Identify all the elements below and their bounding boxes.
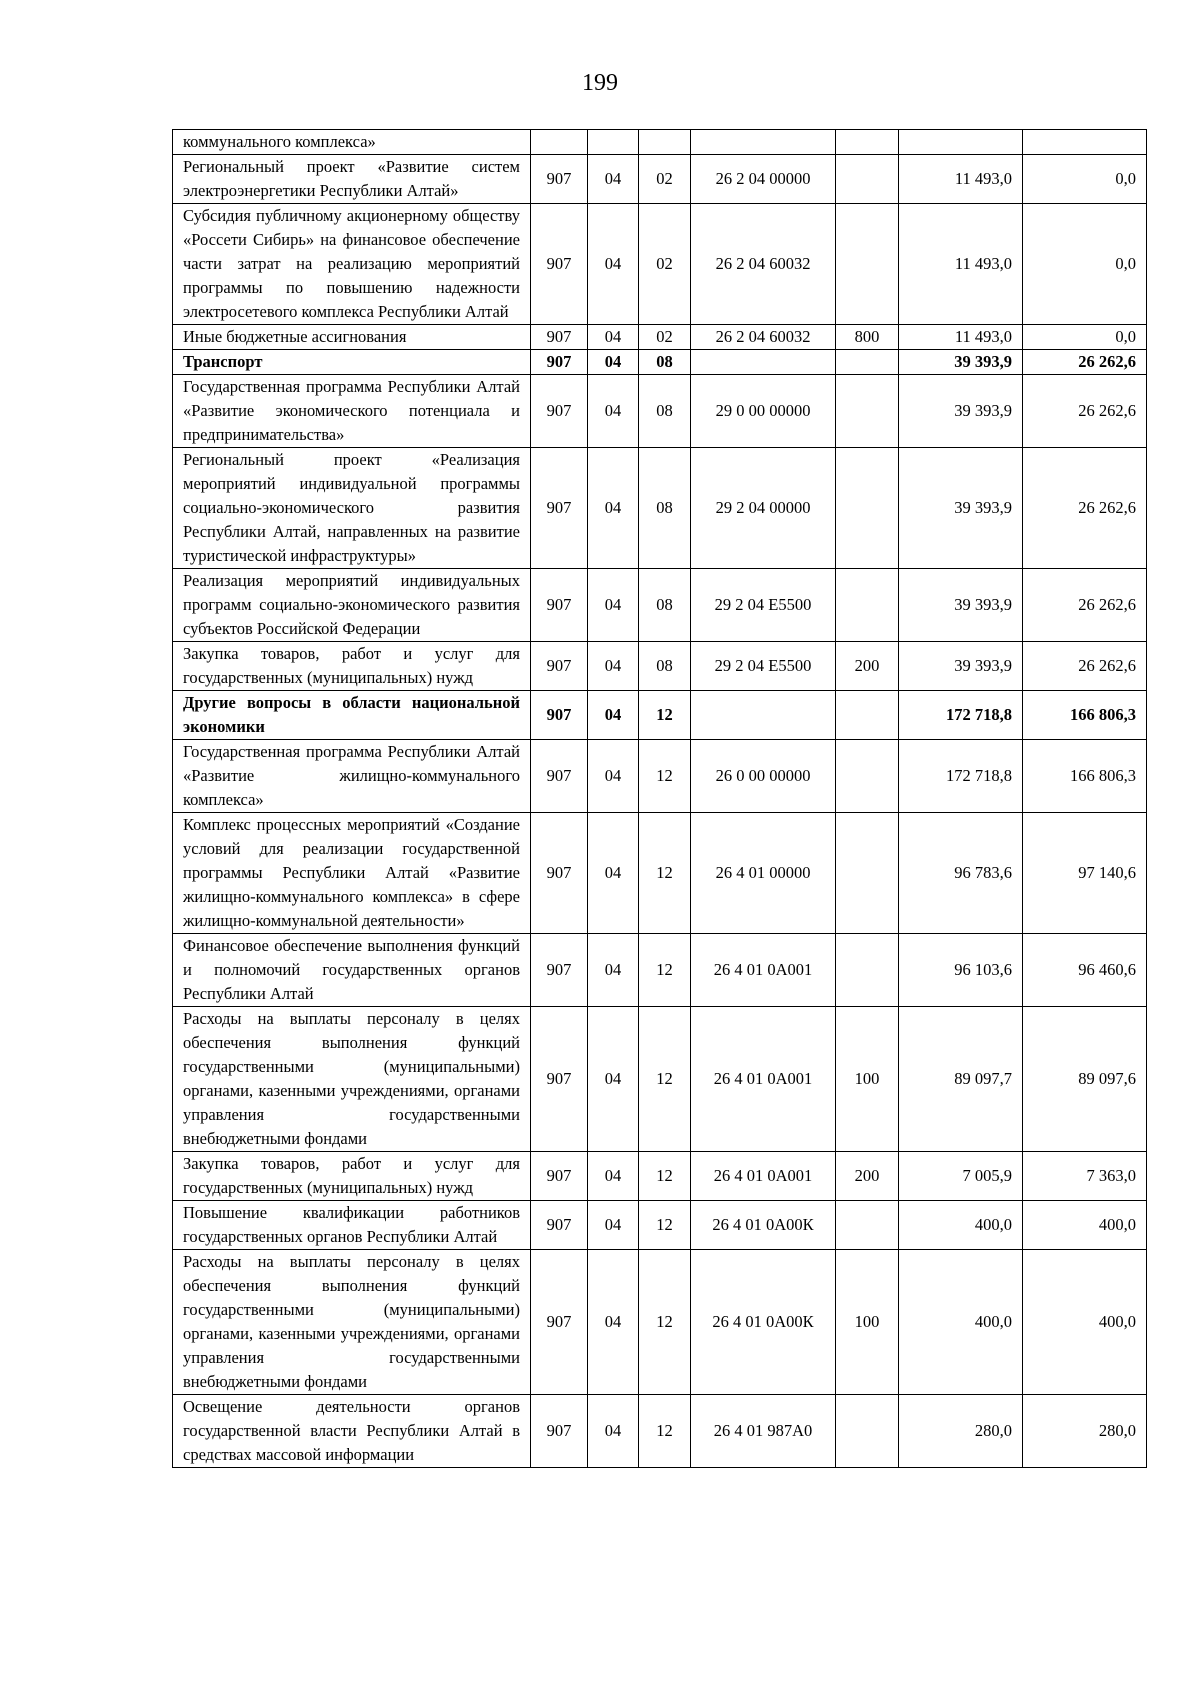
expense-type-code — [836, 448, 899, 569]
row-name: Расходы на выплаты персоналу в целях обеспечения выполнения функций государственными (муниципальными) органами, казенными учреждениями, органами управления государственными внебюджетными фондами — [173, 1007, 531, 1152]
amount-year-2: 7 363,0 — [1023, 1152, 1147, 1201]
row-name: Закупка товаров, работ и услуг для государственных (муниципальных) нужд — [173, 1152, 531, 1201]
table-row — [173, 325, 1147, 350]
amount-year-1: 11 493,0 — [899, 155, 1023, 204]
target-article-code: 26 4 01 987А0 — [691, 1395, 836, 1468]
page-number: 199 — [582, 70, 618, 96]
table-row — [173, 155, 1147, 204]
subsection-code: 12 — [639, 813, 691, 934]
subsection-code: 12 — [639, 1201, 691, 1250]
amount-year-2: 26 262,6 — [1023, 350, 1147, 375]
target-article-code: 26 4 01 0А00К — [691, 1201, 836, 1250]
amount-year-2: 97 140,6 — [1023, 813, 1147, 934]
budget-table — [172, 129, 1147, 1468]
ministry-code: 907 — [531, 1201, 588, 1250]
amount-year-1: 172 718,8 — [899, 691, 1023, 740]
target-article-code: 26 2 04 60032 — [691, 204, 836, 325]
section-code: 04 — [588, 1395, 639, 1468]
row-name: Закупка товаров, работ и услуг для государственных (муниципальных) нужд — [173, 642, 531, 691]
amount-year-1: 11 493,0 — [899, 325, 1023, 350]
amount-year-2: 166 806,3 — [1023, 740, 1147, 813]
row-name: Финансовое обеспечение выполнения функций и полномочий государственных органов Республики Алтай — [173, 934, 531, 1007]
ministry-code: 907 — [531, 1007, 588, 1152]
row-name: Транспорт — [173, 350, 531, 375]
target-article-code — [691, 350, 836, 375]
ministry-code: 907 — [531, 350, 588, 375]
amount-year-1: 96 783,6 — [899, 813, 1023, 934]
ministry-code: 907 — [531, 448, 588, 569]
expense-type-code — [836, 740, 899, 813]
expense-type-code — [836, 350, 899, 375]
subsection-code: 12 — [639, 1152, 691, 1201]
expense-type-code — [836, 934, 899, 1007]
subsection-code: 02 — [639, 155, 691, 204]
row-name: Субсидия публичному акционерному обществу «Россети Сибирь» на финансовое обеспечение части затрат на реализацию мероприятий программы по повышению надежности электросетевого комплекса Республики Алтай — [173, 204, 531, 325]
amount-year-2: 26 262,6 — [1023, 569, 1147, 642]
subsection-code: 12 — [639, 934, 691, 1007]
ministry-code: 907 — [531, 155, 588, 204]
target-article-code: 26 2 04 00000 — [691, 155, 836, 204]
section-code: 04 — [588, 1007, 639, 1152]
table-row — [173, 1201, 1147, 1250]
section-code: 04 — [588, 448, 639, 569]
row-name: Реализация мероприятий индивидуальных программ социально-экономического развития субъектов Российской Федерации — [173, 569, 531, 642]
amount-year-1: 11 493,0 — [899, 204, 1023, 325]
amount-year-2: 0,0 — [1023, 155, 1147, 204]
subsection-code: 12 — [639, 691, 691, 740]
target-article-code: 26 4 01 0А001 — [691, 934, 836, 1007]
row-name: Комплекс процессных мероприятий «Создание условий для реализации государственной программы Республики Алтай «Развитие жилищно-коммунального комплекса» в сфере жилищно-коммунальной деятельности» — [173, 813, 531, 934]
ministry-code: 907 — [531, 204, 588, 325]
target-article-code: 26 4 01 0А001 — [691, 1007, 836, 1152]
section-code: 04 — [588, 204, 639, 325]
table-row — [173, 1007, 1147, 1152]
amount-year-1: 39 393,9 — [899, 448, 1023, 569]
expense-type-code — [836, 691, 899, 740]
table-row — [173, 569, 1147, 642]
section-code: 04 — [588, 934, 639, 1007]
ministry-code: 907 — [531, 375, 588, 448]
amount-year-2: 400,0 — [1023, 1201, 1147, 1250]
target-article-code: 29 2 04 Е5500 — [691, 569, 836, 642]
expense-type-code: 800 — [836, 325, 899, 350]
expense-type-code — [836, 204, 899, 325]
section-code: 04 — [588, 155, 639, 204]
table-row — [173, 1250, 1147, 1395]
ministry-code: 907 — [531, 691, 588, 740]
amount-year-2: 26 262,6 — [1023, 448, 1147, 569]
table-row — [173, 691, 1147, 740]
expense-type-code — [836, 155, 899, 204]
amount-year-1: 39 393,9 — [899, 375, 1023, 448]
expense-type-code: 200 — [836, 642, 899, 691]
table-row — [173, 642, 1147, 691]
expense-type-code: 100 — [836, 1250, 899, 1395]
row-name: Иные бюджетные ассигнования — [173, 325, 531, 350]
ministry-code: 907 — [531, 813, 588, 934]
section-code: 04 — [588, 813, 639, 934]
ministry-code: 907 — [531, 642, 588, 691]
ministry-code: 907 — [531, 934, 588, 1007]
amount-year-2: 0,0 — [1023, 325, 1147, 350]
amount-year-1: 280,0 — [899, 1395, 1023, 1468]
budget-table-body — [173, 130, 1147, 1468]
table-row — [173, 1395, 1147, 1468]
amount-year-1: 96 103,6 — [899, 934, 1023, 1007]
row-name: Другие вопросы в области национальной экономики — [173, 691, 531, 740]
table-row — [173, 934, 1147, 1007]
ministry-code: 907 — [531, 1395, 588, 1468]
row-name: Расходы на выплаты персоналу в целях обеспечения выполнения функций государственными (муниципальными) органами, казенными учреждениями, органами управления государственными внебюджетными фондами — [173, 1250, 531, 1395]
table-row — [173, 130, 1147, 155]
target-article-code: 26 4 01 0А001 — [691, 1152, 836, 1201]
section-code: 04 — [588, 375, 639, 448]
row-name: Государственная программа Республики Алтай «Развитие экономического потенциала и предпринимательства» — [173, 375, 531, 448]
row-name: Государственная программа Республики Алтай «Развитие жилищно-коммунального комплекса» — [173, 740, 531, 813]
section-code: 04 — [588, 642, 639, 691]
amount-year-2: 26 262,6 — [1023, 375, 1147, 448]
amount-year-2: 0,0 — [1023, 204, 1147, 325]
subsection-code: 12 — [639, 1250, 691, 1395]
subsection-code: 08 — [639, 448, 691, 569]
row-name: Освещение деятельности органов государственной власти Республики Алтай в средствах массовой информации — [173, 1395, 531, 1468]
section-code: 04 — [588, 740, 639, 813]
table-row — [173, 448, 1147, 569]
amount-year-1: 7 005,9 — [899, 1152, 1023, 1201]
expense-type-code — [836, 1395, 899, 1468]
amount-year-1: 39 393,9 — [899, 350, 1023, 375]
amount-year-2 — [1023, 130, 1147, 155]
expense-type-code — [836, 1201, 899, 1250]
subsection-code: 08 — [639, 375, 691, 448]
amount-year-1: 39 393,9 — [899, 569, 1023, 642]
target-article-code: 26 2 04 60032 — [691, 325, 836, 350]
target-article-code: 29 2 04 Е5500 — [691, 642, 836, 691]
section-code — [588, 130, 639, 155]
ministry-code: 907 — [531, 1152, 588, 1201]
amount-year-2: 280,0 — [1023, 1395, 1147, 1468]
section-code: 04 — [588, 569, 639, 642]
amount-year-2: 89 097,6 — [1023, 1007, 1147, 1152]
row-name: Региональный проект «Развитие систем электроэнергетики Республики Алтай» — [173, 155, 531, 204]
ministry-code: 907 — [531, 325, 588, 350]
subsection-code: 12 — [639, 1395, 691, 1468]
ministry-code — [531, 130, 588, 155]
section-code: 04 — [588, 1201, 639, 1250]
subsection-code: 08 — [639, 642, 691, 691]
target-article-code: 29 0 00 00000 — [691, 375, 836, 448]
amount-year-1 — [899, 130, 1023, 155]
section-code: 04 — [588, 691, 639, 740]
expense-type-code: 200 — [836, 1152, 899, 1201]
table-row — [173, 204, 1147, 325]
amount-year-2: 166 806,3 — [1023, 691, 1147, 740]
table-row — [173, 375, 1147, 448]
row-name: коммунального комплекса» — [173, 130, 531, 155]
table-row — [173, 813, 1147, 934]
row-name: Повышение квалификации работников государственных органов Республики Алтай — [173, 1201, 531, 1250]
amount-year-1: 89 097,7 — [899, 1007, 1023, 1152]
subsection-code: 02 — [639, 204, 691, 325]
target-article-code: 26 4 01 00000 — [691, 813, 836, 934]
subsection-code: 12 — [639, 740, 691, 813]
row-name: Региональный проект «Реализация мероприятий индивидуальной программы социально-экономического развития Республики Алтай, направленных на развитие туристической инфраструктуры» — [173, 448, 531, 569]
expense-type-code — [836, 569, 899, 642]
amount-year-2: 96 460,6 — [1023, 934, 1147, 1007]
amount-year-1: 39 393,9 — [899, 642, 1023, 691]
section-code: 04 — [588, 1250, 639, 1395]
expense-type-code — [836, 375, 899, 448]
ministry-code: 907 — [531, 569, 588, 642]
expense-type-code — [836, 813, 899, 934]
target-article-code: 29 2 04 00000 — [691, 448, 836, 569]
target-article-code: 26 0 00 00000 — [691, 740, 836, 813]
section-code: 04 — [588, 325, 639, 350]
ministry-code: 907 — [531, 1250, 588, 1395]
amount-year-2: 26 262,6 — [1023, 642, 1147, 691]
table-row — [173, 740, 1147, 813]
amount-year-1: 400,0 — [899, 1201, 1023, 1250]
section-code: 04 — [588, 350, 639, 375]
subsection-code: 08 — [639, 350, 691, 375]
subsection-code — [639, 130, 691, 155]
subsection-code: 02 — [639, 325, 691, 350]
amount-year-2: 400,0 — [1023, 1250, 1147, 1395]
target-article-code — [691, 691, 836, 740]
target-article-code: 26 4 01 0А00К — [691, 1250, 836, 1395]
table-row — [173, 350, 1147, 375]
amount-year-1: 172 718,8 — [899, 740, 1023, 813]
subsection-code: 08 — [639, 569, 691, 642]
expense-type-code — [836, 130, 899, 155]
section-code: 04 — [588, 1152, 639, 1201]
target-article-code — [691, 130, 836, 155]
subsection-code: 12 — [639, 1007, 691, 1152]
amount-year-1: 400,0 — [899, 1250, 1023, 1395]
table-row — [173, 1152, 1147, 1201]
expense-type-code: 100 — [836, 1007, 899, 1152]
ministry-code: 907 — [531, 740, 588, 813]
